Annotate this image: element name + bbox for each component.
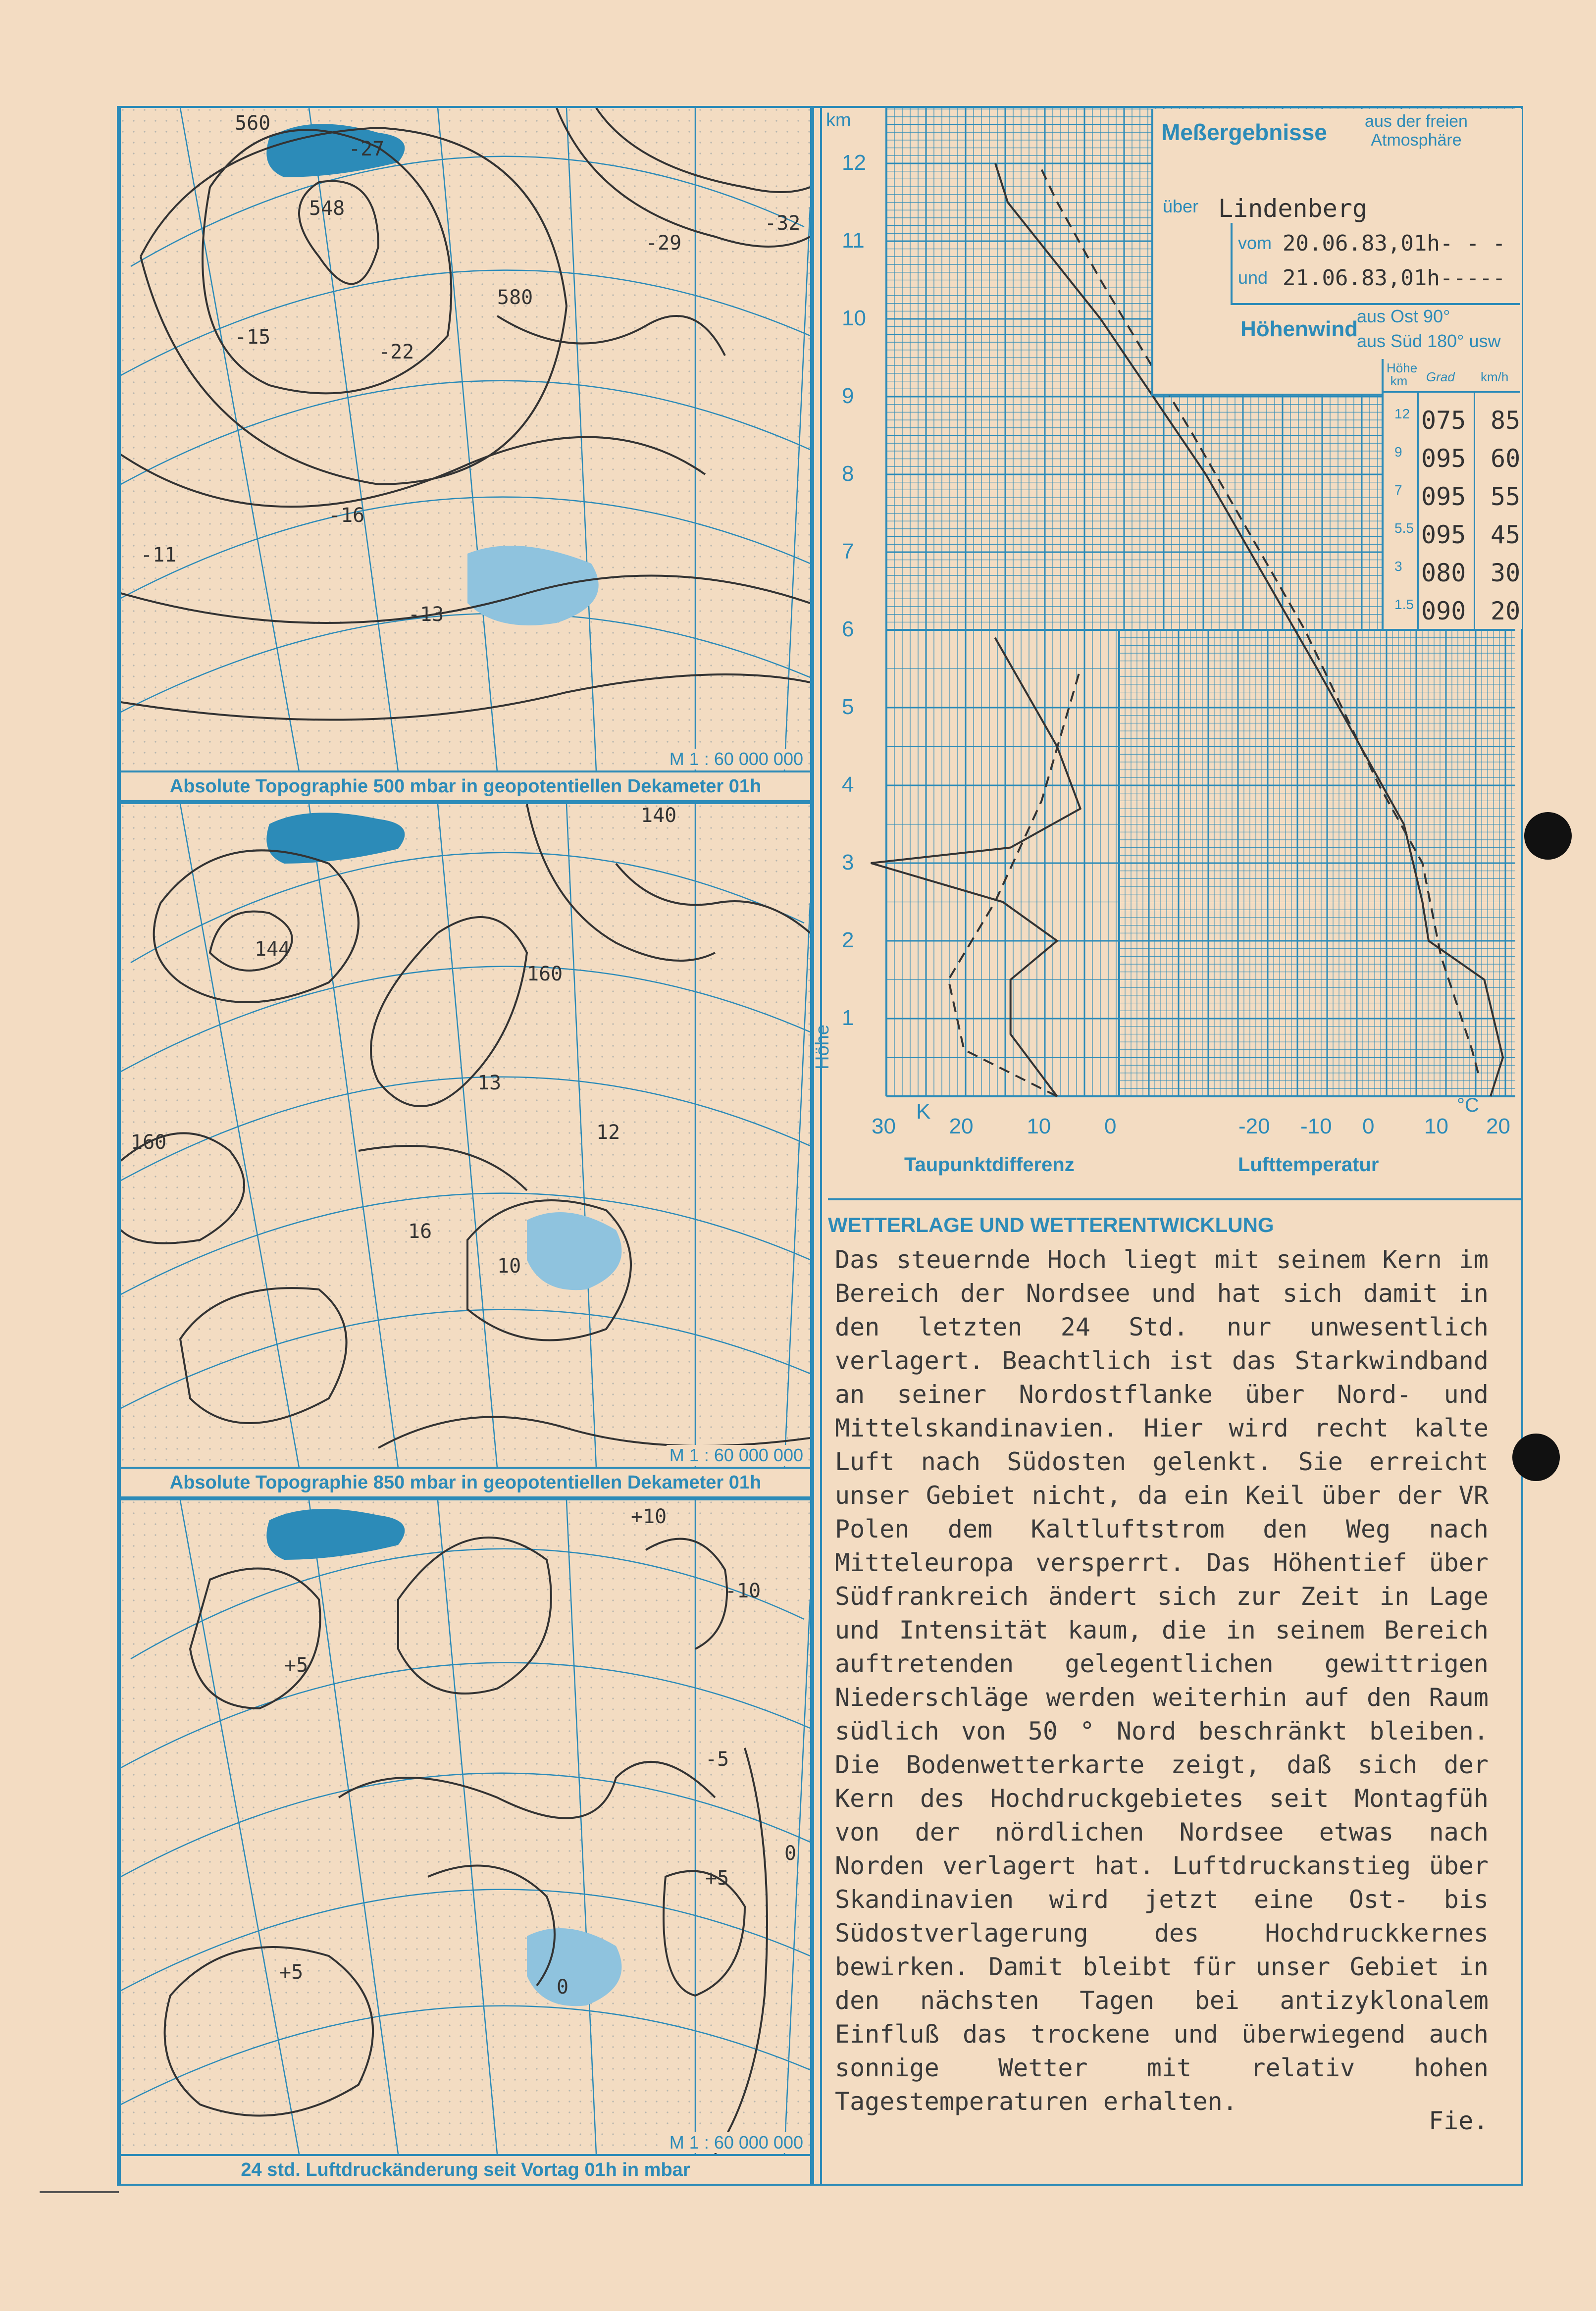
map-label: 160 <box>131 1131 167 1154</box>
map-scale: M 1 : 60 000 000 <box>667 1445 806 1466</box>
wind-speed: 20 <box>1491 597 1521 625</box>
wind-direction: 095 <box>1421 482 1466 511</box>
section-body: Das steuernde Hoch liegt mit seinem Kern im Bereich der Nordsee und hat sich damit in den letzten 24 Std. nur unwesentlich verlagert. Beachtlich ist das Starkwindband an seiner Nordostflanke über Nord- und Mittelskandinavien. Hier wird recht kalte Luft nach Südosten gelenkt. Sie erreicht unser Gebiet nicht, da ein Keil über der VR Polen dem Kaltluftstrom den Weg nach Mitteleuropa versperrt. Das Höhentief über Südfrankreich ändert sich zur Zeit in Lage und Intensität kaum, die in seinem Bereich auftretenden gelegentlichen gewittrigen Niederschläge werden weiterhin auf den Raum südlich von 50 ° Nord beschränkt bleiben. Die Bodenwetterkarte zeigt, daß sich der Kern des Hochdruckgebietes seit Montagfüh von der nördlichen Nordsee etwas nach Norden verlagert hat. Luftdruckanstieg über Skandinavien wird jetzt eine Ost- bis Südostverlagerung des Hochdruckkernes bewirken. Damit bleibt für unser Gebiet in den nächsten Tagen bei antizyklonalem Einfluß das trockene und überwiegend auch sonnige Wetter mit relativ hohen Tagestemperaturen erhalten. <box>835 1245 1504 2116</box>
column-divider <box>812 106 822 2186</box>
wind-height: 5.5 <box>1394 520 1414 536</box>
wind-divider <box>1231 303 1520 305</box>
height-tick-label: 8 <box>842 462 854 486</box>
hoehe-label: Höhe <box>812 1025 833 1070</box>
c-label: °C <box>1457 1094 1479 1116</box>
und-value: 21.06.83,01h----- <box>1283 265 1506 291</box>
height-tick-label: 2 <box>842 928 854 952</box>
date-box <box>1231 223 1233 305</box>
map-pressure-change <box>119 1498 812 2186</box>
map-label: 140 <box>641 804 677 827</box>
map-850mbar <box>119 802 812 1498</box>
temp-tick-label: -10 <box>1300 1114 1332 1138</box>
wind-col-height: Höhe km <box>1387 360 1418 388</box>
map-label: 0 <box>784 1842 797 1865</box>
dew-tick-label: 10 <box>1027 1114 1051 1138</box>
punch-hole-upper <box>1524 812 1572 860</box>
bottom-tick <box>40 2191 119 2193</box>
map-label: -11 <box>141 544 177 566</box>
wind-direction: 095 <box>1421 520 1466 549</box>
map-label: 13 <box>477 1072 502 1094</box>
map-500mbar <box>119 106 812 802</box>
height-tick-label: 6 <box>842 617 854 641</box>
map-label: 144 <box>255 938 291 961</box>
map-label: 548 <box>309 197 345 220</box>
punch-hole-lower <box>1512 1434 1560 1481</box>
map-label: -32 <box>765 212 801 235</box>
map-label: +5 <box>284 1654 309 1677</box>
map-label: +5 <box>279 1961 304 1984</box>
temp-tick-label: 20 <box>1486 1114 1510 1138</box>
map-label: +5 <box>705 1867 729 1890</box>
wind-col-dir: Grad <box>1426 369 1455 384</box>
dew-axis-title: Taupunktdifferenz <box>904 1154 1075 1176</box>
und-label: und <box>1238 267 1268 288</box>
dew-tick-label: 30 <box>872 1114 896 1138</box>
wind-note-east: aus Ost 90° <box>1357 306 1450 326</box>
map-scale: M 1 : 60 000 000 <box>667 2132 806 2153</box>
temp-tick-label: 10 <box>1424 1114 1448 1138</box>
height-tick-label: 11 <box>842 228 865 253</box>
height-tick-label: 7 <box>842 539 854 564</box>
map-label: 16 <box>408 1220 432 1243</box>
map-label: -16 <box>329 504 365 527</box>
map-label: -5 <box>705 1748 729 1771</box>
wind-note-south: aus Süd 180° usw <box>1357 331 1501 351</box>
map-label: 580 <box>497 286 533 309</box>
map-label: -29 <box>646 232 682 255</box>
temp-tick-label: -20 <box>1238 1114 1270 1138</box>
map-500mbar-drawing <box>121 108 810 771</box>
wind-col-line-1 <box>1417 391 1419 629</box>
map-scale: M 1 : 60 000 000 <box>667 749 806 770</box>
map-label: 12 <box>596 1121 620 1144</box>
map-label: -13 <box>408 603 444 626</box>
map-caption: Absolute Topographie 500 mbar in geopotentiellen Dekameter 01h <box>121 770 810 800</box>
height-tick-label: 3 <box>842 850 854 874</box>
k-label: K <box>916 1099 931 1124</box>
height-tick-label: 5 <box>842 695 854 719</box>
temp-tick-label: 0 <box>1362 1114 1375 1138</box>
vom-value: 20.06.83,01h- - - <box>1283 231 1506 256</box>
map-caption: Absolute Topographie 850 mbar in geopotentiellen Dekameter 01h <box>121 1467 810 1496</box>
wind-col-speed: km/h <box>1481 369 1509 384</box>
wind-height: 9 <box>1394 444 1402 460</box>
station-prefix: über <box>1163 196 1199 216</box>
section-heading: WETTERLAGE UND WETTERENTWICKLUNG <box>828 1213 1274 1236</box>
wind-height: 12 <box>1394 406 1410 421</box>
wind-direction: 080 <box>1421 559 1466 587</box>
height-tick-label: 1 <box>842 1006 854 1030</box>
map-caption: 24 std. Luftdruckänderung seit Vortag 01h in mbar <box>121 2154 810 2184</box>
wind-title: Höhenwind <box>1240 317 1358 341</box>
wind-height: 1.5 <box>1394 597 1414 612</box>
sounding-title: Meßergebnisse <box>1161 119 1327 145</box>
map-label: -22 <box>378 341 414 363</box>
sounding-title-note: aus der freien Atmosphäre <box>1365 112 1468 150</box>
map-850mbar-drawing <box>121 804 810 1468</box>
temp-axis-title: Lufttemperatur <box>1238 1154 1379 1176</box>
map-label: -10 <box>725 1580 761 1602</box>
station-name: Lindenberg <box>1218 194 1368 223</box>
wind-height: 3 <box>1394 559 1402 574</box>
wind-speed: 45 <box>1491 520 1521 549</box>
map-label: 10 <box>497 1255 521 1278</box>
map-pressure-change-drawing <box>121 1500 810 2154</box>
wind-header-line <box>1382 391 1520 393</box>
wind-height: 7 <box>1394 482 1402 498</box>
map-label: -15 <box>235 326 271 349</box>
height-tick-label: 10 <box>842 306 866 330</box>
map-label: 160 <box>527 963 563 985</box>
wind-speed: 30 <box>1491 559 1521 587</box>
wind-direction: 095 <box>1421 444 1466 473</box>
map-label: 560 <box>235 112 271 135</box>
signature: Fie. <box>1429 2106 1489 2135</box>
km-label: km <box>826 110 851 131</box>
wind-col-line-2 <box>1474 391 1475 629</box>
height-tick-label: 4 <box>842 772 854 797</box>
vom-label: vom <box>1238 233 1272 253</box>
map-label: 0 <box>557 1976 569 1999</box>
wind-speed: 60 <box>1491 444 1521 473</box>
wind-speed: 85 <box>1491 406 1521 435</box>
map-label: -27 <box>349 138 385 160</box>
dew-tick-label: 0 <box>1104 1114 1117 1138</box>
map-label: +10 <box>631 1505 667 1528</box>
dew-tick-label: 20 <box>949 1114 974 1138</box>
wind-direction: 090 <box>1421 597 1466 625</box>
wind-direction: 075 <box>1421 406 1466 435</box>
section-divider <box>828 1198 1523 1200</box>
grid-dew <box>886 630 1119 1096</box>
height-tick-label: 9 <box>842 384 854 408</box>
height-tick-label: 12 <box>842 151 866 175</box>
wind-speed: 55 <box>1491 482 1521 511</box>
